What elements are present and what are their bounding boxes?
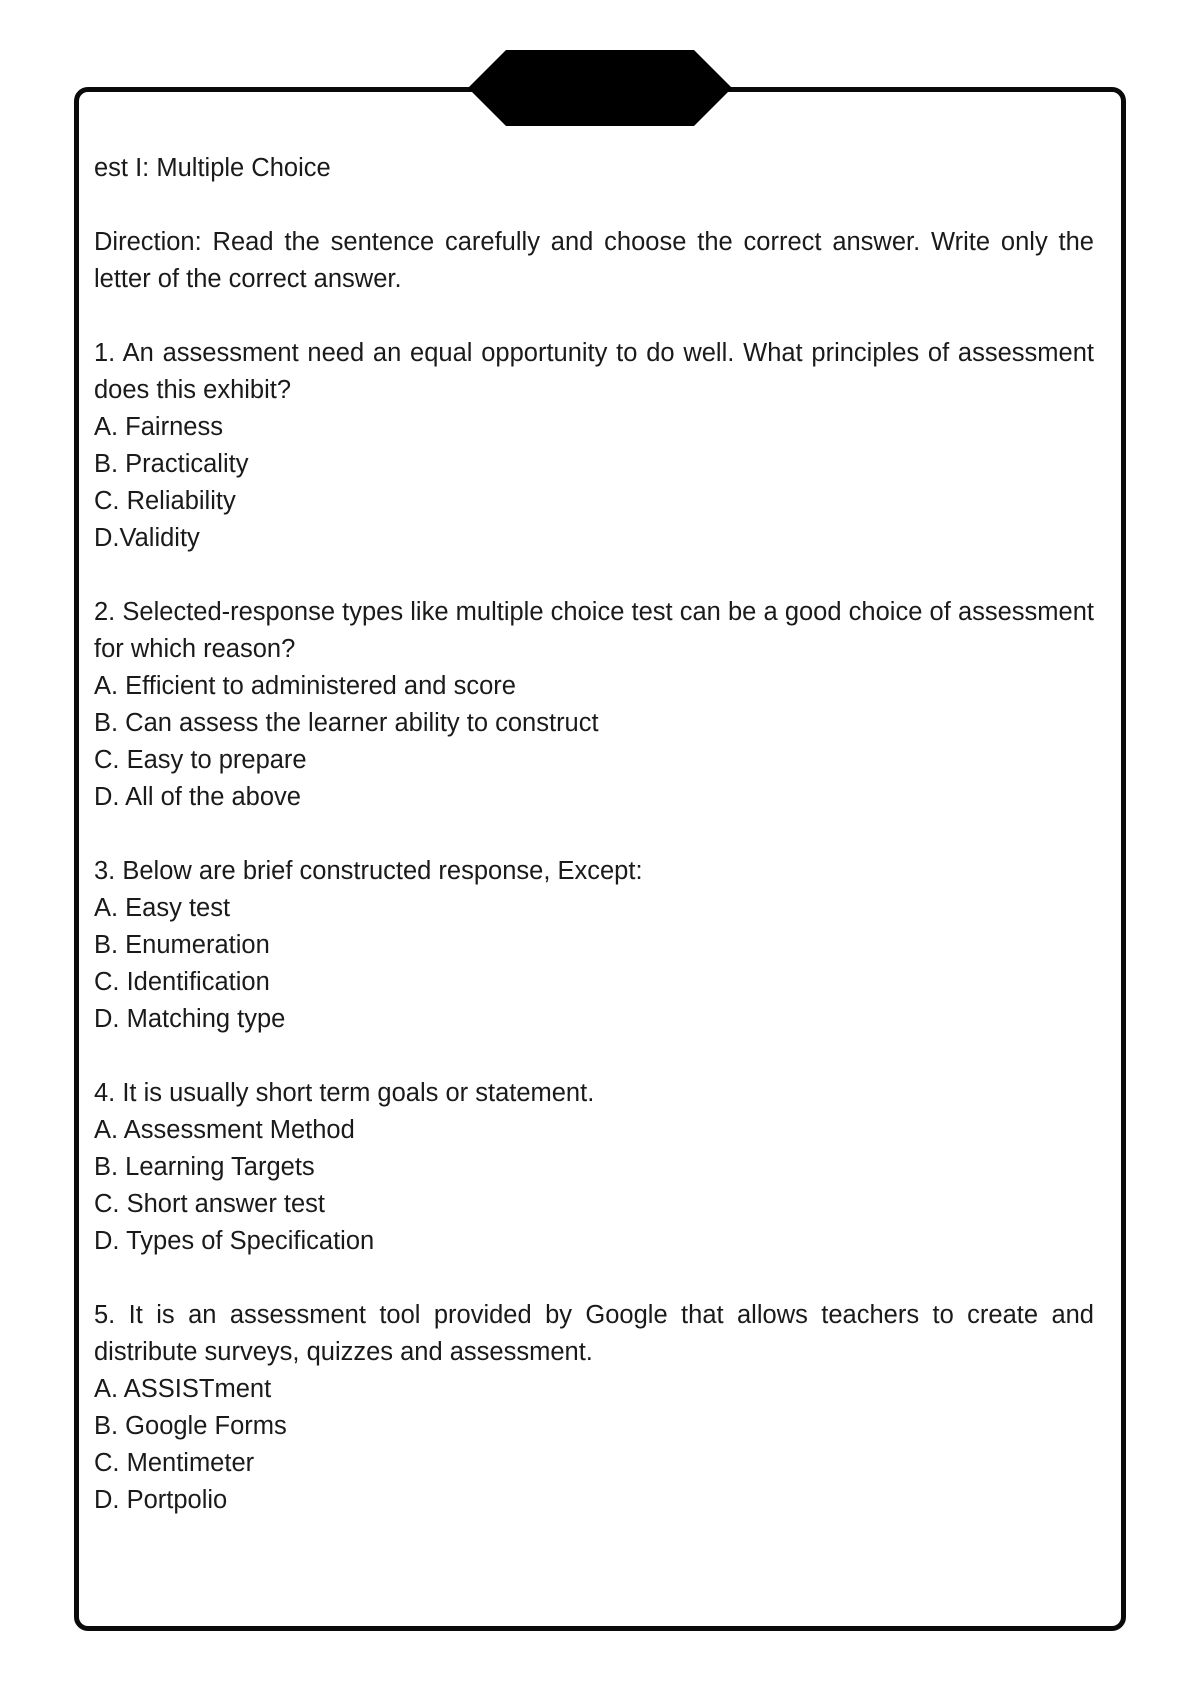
question-5 xyxy=(94,1297,1094,1519)
question-4 xyxy=(94,1075,1094,1260)
choice-b: B. Practicality xyxy=(94,450,249,478)
direction-text: Direction: Read the sentence carefully and choose the correct answer. Write only the letter of the correct answer. xyxy=(94,228,1094,293)
choice-a: A. Efficient to administered and score xyxy=(94,672,516,700)
choice-c: C. Identification xyxy=(94,968,270,996)
choice-d: D.Validity xyxy=(94,524,200,552)
choice-a: A. ASSISTment xyxy=(94,1375,272,1403)
choice-c: C. Mentimeter xyxy=(94,1449,255,1477)
choice-d: D. All of the above xyxy=(94,783,301,811)
choice-a: A. Fairness xyxy=(94,413,223,441)
choice-c: C. Easy to prepare xyxy=(94,746,307,774)
choice-b: B. Can assess the learner ability to construct xyxy=(94,709,599,737)
choice-d: D. Portpolio xyxy=(94,1486,228,1514)
choice-b: B. Enumeration xyxy=(94,931,270,959)
question-3 xyxy=(94,853,1094,1038)
choice-b: B. Learning Targets xyxy=(94,1153,315,1181)
question-1 xyxy=(94,335,1094,557)
question-text: 5. It is an assessment tool provided by Google that allows teachers to create and distribute surveys, quizzes and assessment. xyxy=(94,1301,1094,1366)
question-text: 3. Below are brief constructed response, Except: xyxy=(94,857,643,885)
question-text: 2. Selected-response types like multiple choice test can be a good choice of assessment for which reason? xyxy=(94,598,1094,663)
question-text: 4. It is usually short term goals or statement. xyxy=(94,1079,595,1107)
choice-c: C. Reliability xyxy=(94,487,236,515)
worksheet-content xyxy=(94,150,1094,1519)
choice-b: B. Google Forms xyxy=(94,1412,287,1440)
question-text: 1. An assessment need an equal opportunity to do well. What principles of assessment does this exhibit? xyxy=(94,339,1094,404)
test-heading: est I: Multiple Choice xyxy=(94,154,331,182)
choice-d: D. Types of Specification xyxy=(94,1227,375,1255)
choice-a: A. Easy test xyxy=(94,894,231,922)
choice-d: D. Matching type xyxy=(94,1005,286,1033)
header-tab-shape xyxy=(468,50,732,126)
question-2 xyxy=(94,594,1094,816)
choice-a: A. Assessment Method xyxy=(94,1116,355,1144)
choice-c: C. Short answer test xyxy=(94,1190,326,1218)
